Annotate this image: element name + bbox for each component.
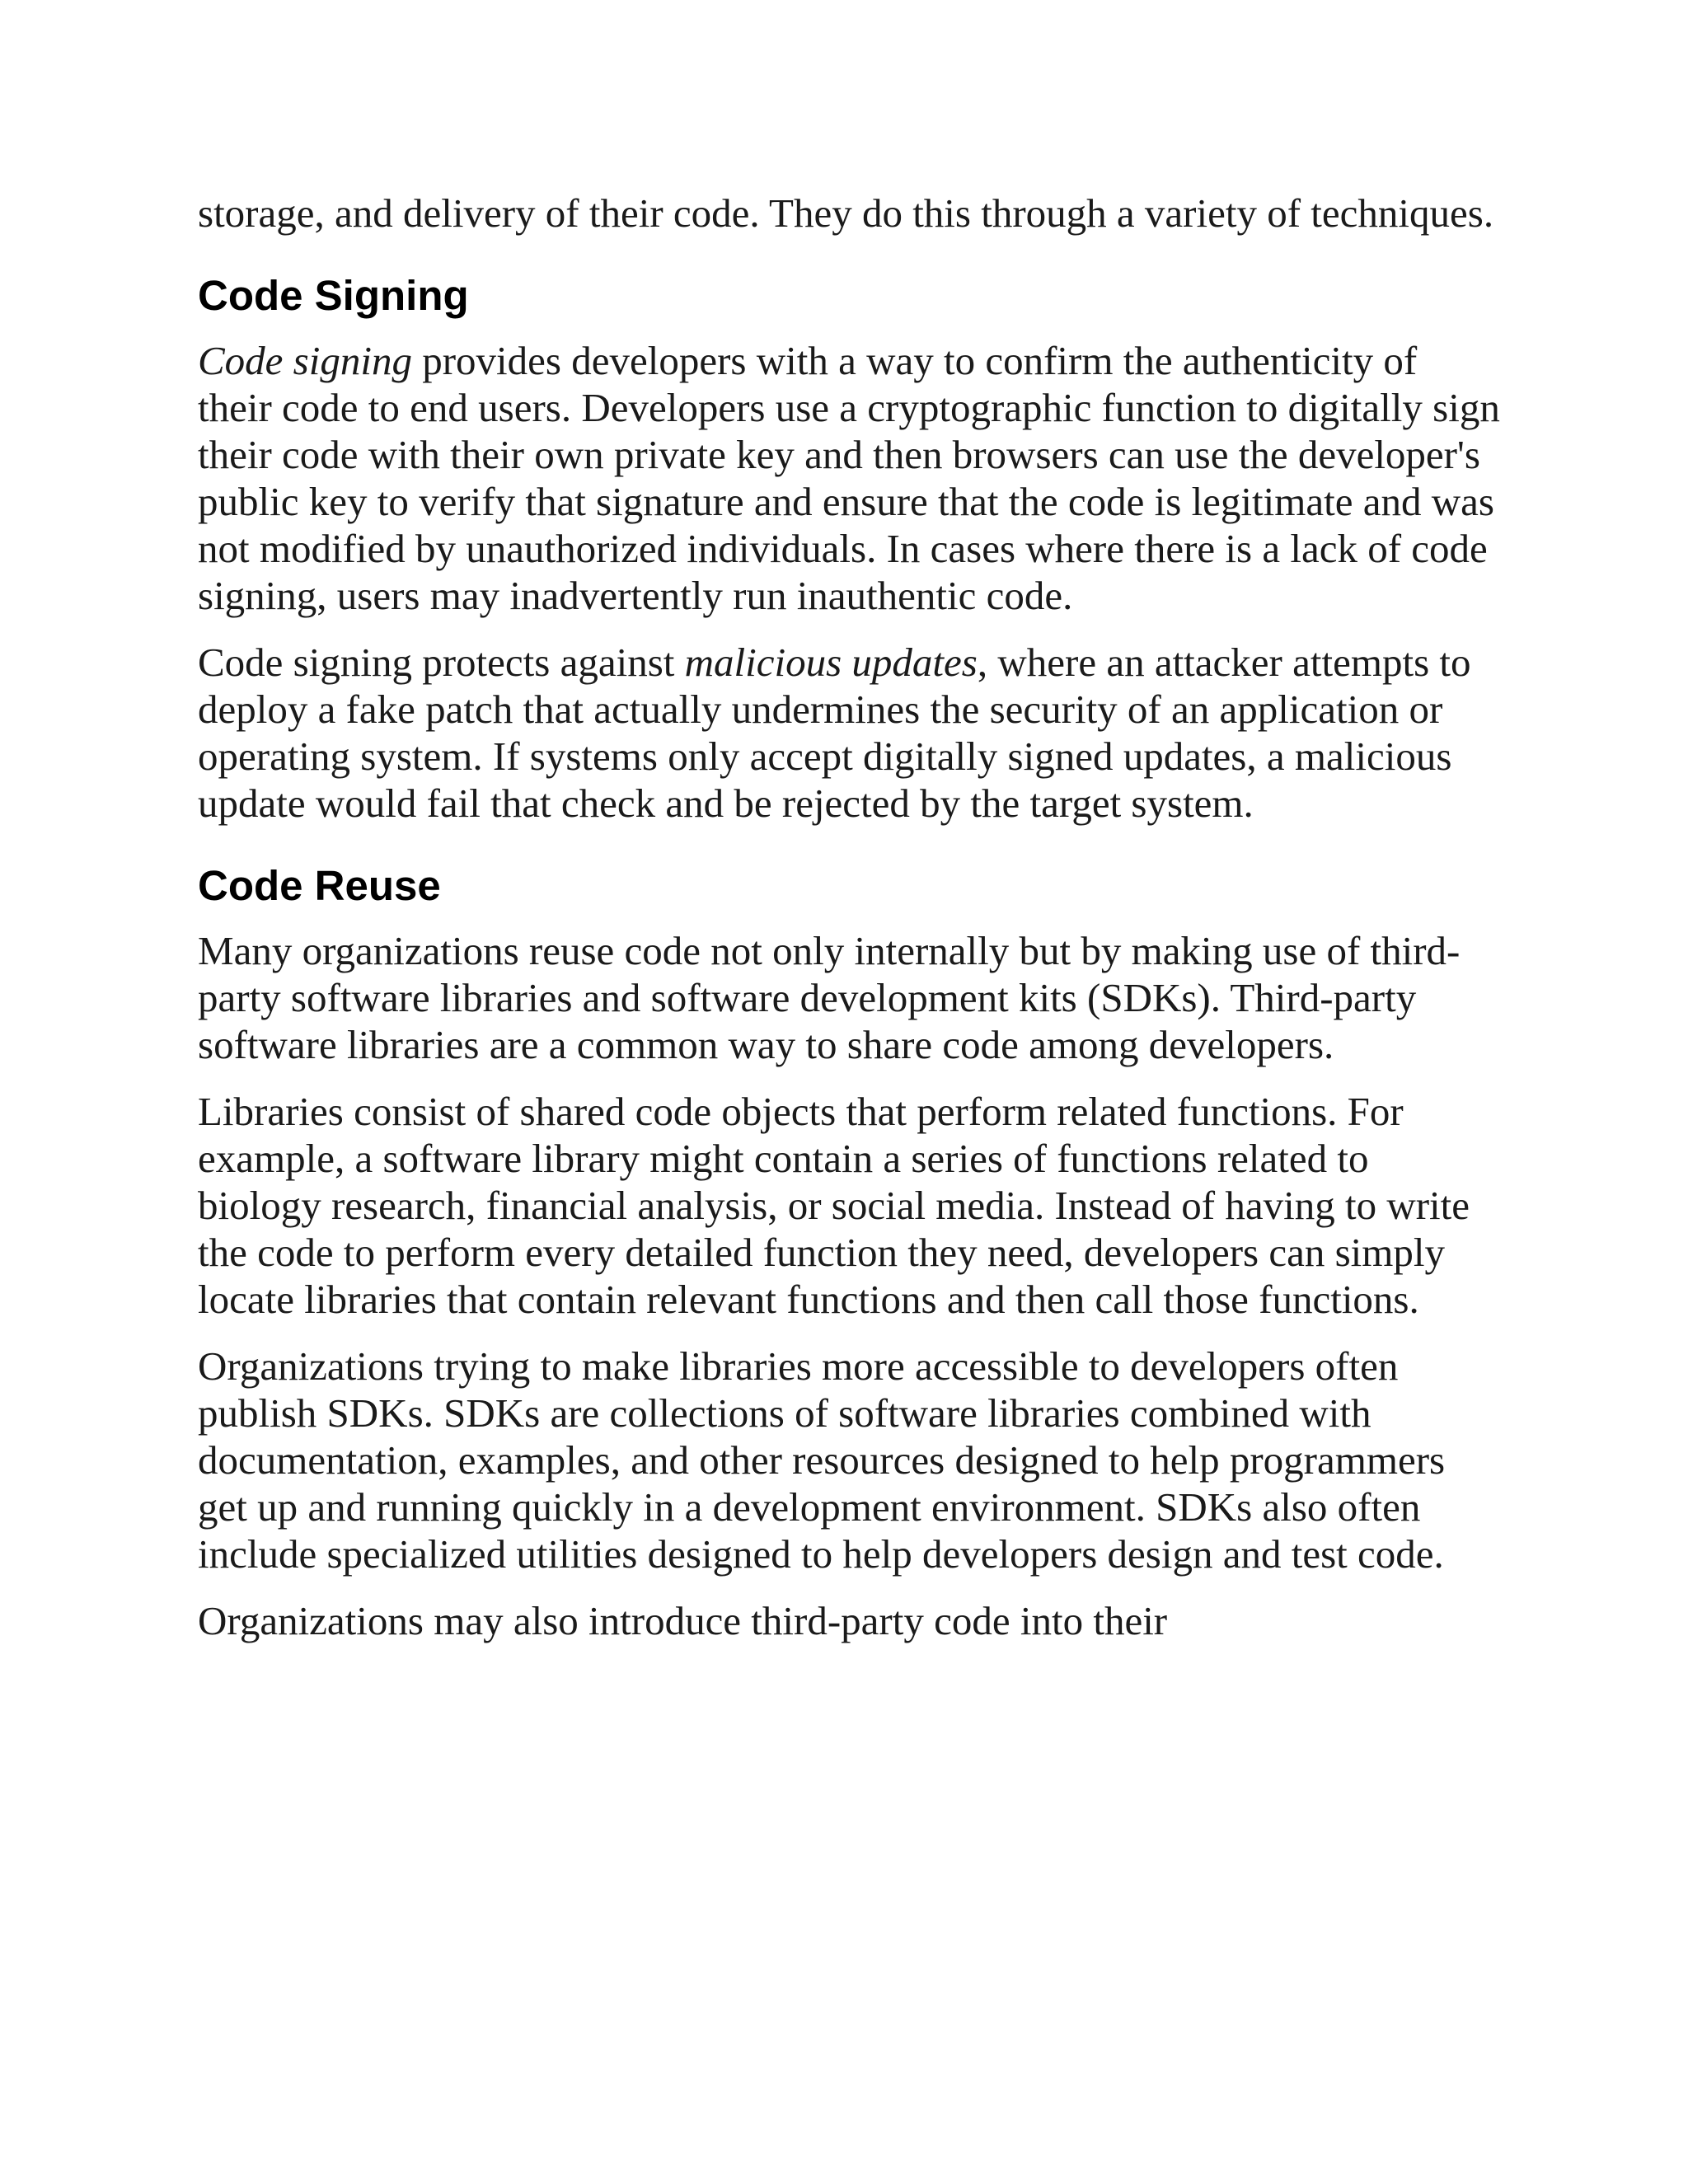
code-reuse-paragraph-2: Libraries consist of shared code objects that perform related functions. For example, a software library might contain a series of functions related to biology research, financial analysis, or social media. Instead of having to write the code to perform every detailed function they need, developers can simply locate libraries that contain relevant functions and then call those functions. xyxy=(198,1089,1470,1322)
code-signing-paragraph-1-text: provides developers with a way to confirm the authenticity of their code to end users. Developers use a cryptographic function to digitally sign their code with their own private key and then browsers can use the developer's public key to verify that signature and ensure that the code is legitimate and was not modified by unauthorized individuals. In cases where there is a lack of code signing, users may inadvertently run inauthentic code. xyxy=(198,338,1500,618)
code-signing-paragraph-2-post: , where an attacker attempts to deploy a fake patch that actually undermines the security of an application or operating system. If systems only accept digitally signed updates, a malicious update would fail that check and be rejected by the target system. xyxy=(198,640,1471,826)
section-heading-code-signing: Code Signing xyxy=(198,272,469,319)
emphasis-malicious-updates: malicious updates xyxy=(684,640,978,685)
document-page xyxy=(198,190,1500,1664)
code-reuse-paragraph-4: Organizations may also introduce third-party code into their xyxy=(198,1598,1168,1643)
emphasis-code-signing: Code signing xyxy=(198,338,412,383)
section-heading-code-reuse: Code Reuse xyxy=(198,862,441,909)
code-reuse-paragraph-1: Many organizations reuse code not only internally but by making use of third-party software libraries and software development kits (SDKs). Third-party software libraries are a common way to share code among developers. xyxy=(198,928,1461,1067)
code-reuse-paragraph-3: Organizations trying to make libraries more accessible to developers often publish SDKs. SDKs are collections of software libraries combined with documentation, examples, and other resources designed to help programmers get up and running quickly in a development environment. SDKs also often include specialized utilities designed to help developers design and test code. xyxy=(198,1343,1446,1577)
code-signing-paragraph-2-pre: Code signing protects against xyxy=(198,640,685,685)
intro-paragraph: storage, and delivery of their code. They do this through a variety of techniques. xyxy=(198,190,1494,236)
code-signing-paragraph-2 xyxy=(198,639,1500,827)
code-signing-paragraph-1 xyxy=(198,337,1500,619)
